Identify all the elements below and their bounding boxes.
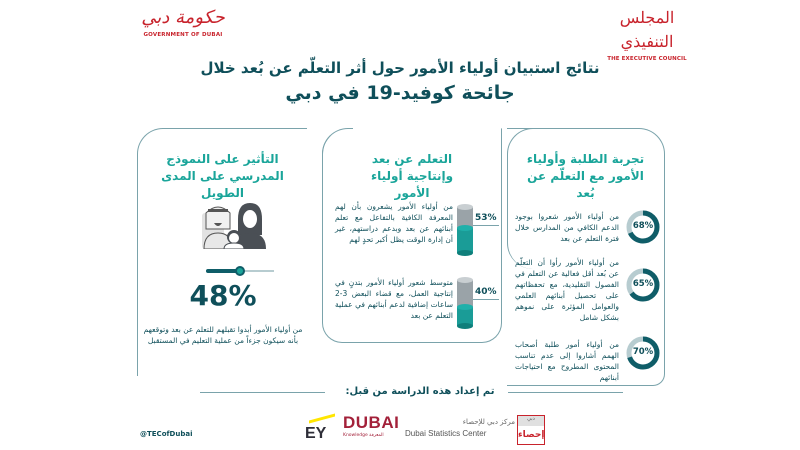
- label-underline: [473, 299, 499, 300]
- stat-text-68: من أولياء الأمور شعروا بوجود الدعم الكافي من المدارس خلال فترة التعلم عن بعد: [515, 212, 619, 243]
- prepared-by-label: تم إعداد هذه الدراسة من قبل:: [345, 386, 495, 397]
- partner-logos: [305, 413, 625, 447]
- logo-left-arabic: حكومة دبي: [141, 7, 225, 28]
- percent-53: 53%: [475, 213, 497, 223]
- logo-right-english: THE EXECUTIVE COUNCIL: [607, 56, 687, 62]
- percent-70: 70%: [632, 347, 654, 357]
- dsc-emblem-bottom: إحصاء: [518, 426, 544, 444]
- slider-knob: [235, 266, 245, 276]
- donut-65: [625, 267, 661, 303]
- logo-left-english: GOVERNMENT OF DUBAI: [143, 32, 223, 38]
- dsc-emblem-top: دبي: [518, 416, 544, 426]
- cylinder-53-icon: [457, 204, 473, 256]
- card-title: التعلم عن بعد وإنتاجية أولياء الأمور: [370, 152, 454, 200]
- ey-text: EY: [305, 425, 327, 442]
- card-long-term-impact: [137, 128, 307, 376]
- label-underline: [473, 225, 499, 226]
- big-percent: 48%: [189, 279, 257, 312]
- percent-68: 68%: [632, 221, 654, 231]
- title-line-1: نتائج استبيان أولياء الأمور حول أثر التعلّم عن بُعد خلال: [200, 59, 600, 77]
- left-description: من أولياء الأمور أبدوا تقبلهم للتعلم عن بعد وتوقعهم بأنه سيكون جزءاً من عملية التعليم في المستقبل: [143, 325, 303, 345]
- stat-text-70: من أولياء أمور طلبة أصحاب الهمم أشاروا إلى عدم تناسب المحتوى المطروح مع احتياجات أبنائهم: [515, 340, 619, 382]
- progress-slider-48: [206, 266, 274, 276]
- stat-text-53: من أولياء الأمور يشعرون بأن لهم المعرفة الكافية بالتفاعل مع تعلم أبنائهم عن بعد وبدعم دراستهم، غير أن إدارة الوقت يظل أكبر تحدٍ لهم: [335, 202, 453, 244]
- card-title: التأثير على النموذج المدرسي على المدى الطويل: [161, 152, 284, 200]
- dsc-emblem-icon: [517, 415, 545, 445]
- page-title: [200, 58, 600, 106]
- ey-beam-icon: [309, 414, 335, 424]
- social-handle: @TECofDubai: [140, 430, 193, 438]
- ey-logo: [305, 413, 335, 445]
- cylinder-40-icon: [457, 277, 473, 329]
- logo-right-arabic: المجلس التنفيذي: [619, 8, 675, 51]
- dsc-english: Dubai Statistics Center: [405, 429, 487, 438]
- dubai-text: DUBAI: [343, 413, 400, 432]
- stat-text-65: من أولياء الأمور رأوا أن التعلّم عن بُعد أقل فعالية عن التعلم في الفصول التقليدية، مع تحفظاتهم على تحصيل أبنائهم العلمي والعوامل المؤثرة على نموهم بشكل شامل: [515, 258, 619, 322]
- divider-left: [200, 392, 325, 393]
- dubai-knowledge-logo: [343, 413, 400, 438]
- government-of-dubai-logo: [138, 6, 228, 38]
- card-productivity: [322, 128, 502, 343]
- donut-68: [625, 209, 661, 245]
- percent-65: 65%: [632, 279, 654, 289]
- dubai-statistics-center-logo: [405, 418, 515, 438]
- stat-text-40: متوسط شعور أولياء الأمور بتدنٍ في إنتاجية العمل، مع قضاء البعض 3-2 ساعات إضافية لدعم أبنائهم في عملية التعلم عن بعد: [335, 278, 453, 320]
- executive-council-logo: [600, 6, 694, 62]
- dsc-arabic: مركز دبي للإحصاء: [462, 418, 515, 426]
- title-line-2: جائحة كوفيد-19 في دبي: [285, 82, 515, 104]
- donut-70: [625, 335, 661, 371]
- family-icon: [198, 199, 268, 249]
- percent-40: 40%: [475, 287, 497, 297]
- divider-right: [508, 392, 623, 393]
- card-student-experience: [507, 128, 665, 386]
- card-title: تجربة الطلبة وأولياء الأمور مع التعلّم عن بُعد: [526, 152, 645, 200]
- knowledge-text: Knowledge المعرفة: [343, 433, 384, 438]
